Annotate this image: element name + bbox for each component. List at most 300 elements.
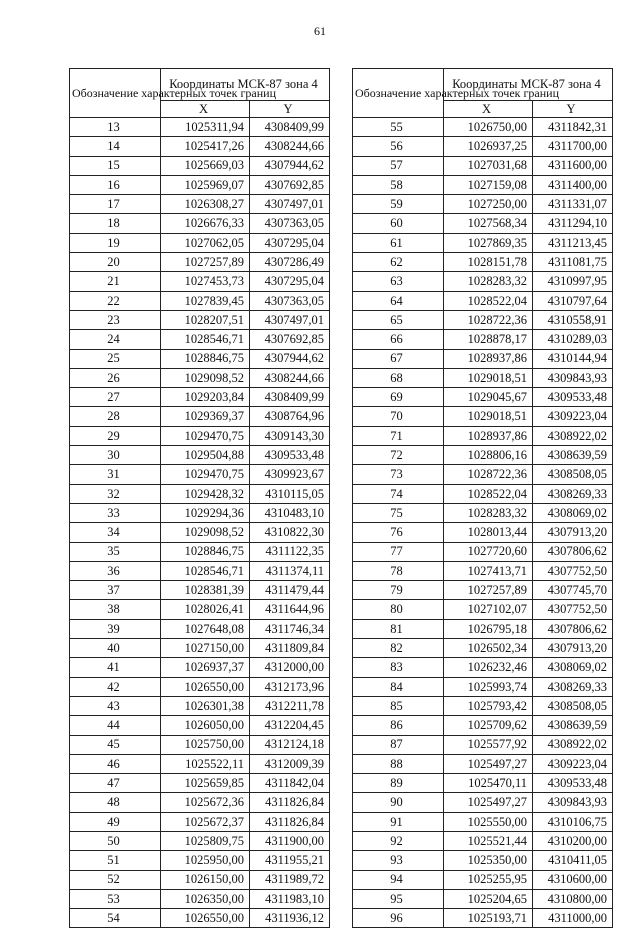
y-coordinate-cell: 4309533,48 [533,774,613,793]
table-row [70,426,330,445]
point-number-cell: 81 [353,619,444,638]
x-column-header: X [161,101,250,118]
y-coordinate-cell: 4310483,10 [250,503,330,522]
table-row [353,754,613,773]
point-number-cell: 50 [70,831,161,850]
table-row [70,214,330,233]
x-coordinate-cell: 1028722,36 [444,465,533,484]
table-row [353,889,613,908]
point-number-cell: 19 [70,233,161,252]
x-coordinate-cell: 1028522,04 [444,484,533,503]
point-number-cell: 71 [353,426,444,445]
y-coordinate-cell: 4307363,05 [250,214,330,233]
y-coordinate-cell: 4307806,62 [533,542,613,561]
point-label-header: Обозначение характерных точек границ [353,69,444,118]
point-number-cell: 63 [353,272,444,291]
y-coordinate-cell: 4311989,72 [250,870,330,889]
point-number-cell: 78 [353,561,444,580]
table-row [353,503,613,522]
table-row [70,484,330,503]
table-row [353,851,613,870]
point-number-cell: 23 [70,310,161,329]
table-row [353,330,613,349]
point-number-cell: 44 [70,716,161,735]
x-coordinate-cell: 1028878,17 [444,330,533,349]
y-coordinate-cell: 4310822,30 [250,523,330,542]
table-row [353,870,613,889]
point-number-cell: 35 [70,542,161,561]
y-coordinate-cell: 4308508,05 [533,696,613,715]
y-coordinate-cell: 4311213,45 [533,233,613,252]
point-number-cell: 90 [353,793,444,812]
coordinates-table-right [352,68,613,928]
point-number-cell: 60 [353,214,444,233]
y-coordinate-cell: 4308244,66 [250,137,330,156]
x-coordinate-cell: 1026150,00 [161,870,250,889]
point-number-cell: 38 [70,600,161,619]
y-coordinate-cell: 4311600,00 [533,156,613,175]
table-row [353,774,613,793]
table-row [70,503,330,522]
x-coordinate-cell: 1028722,36 [444,310,533,329]
y-coordinate-cell: 4311400,00 [533,175,613,194]
table-row [70,272,330,291]
y-coordinate-cell: 4311809,84 [250,639,330,658]
x-coordinate-cell: 1029369,37 [161,407,250,426]
table-row [70,909,330,928]
y-coordinate-cell: 4310558,91 [533,310,613,329]
x-coordinate-cell: 1027031,68 [444,156,533,175]
point-number-cell: 66 [353,330,444,349]
table-row [70,253,330,272]
x-coordinate-cell: 1028026,41 [161,600,250,619]
table-row [70,233,330,252]
y-coordinate-cell: 4307692,85 [250,330,330,349]
y-coordinate-cell: 4310800,00 [533,889,613,908]
y-coordinate-cell: 4309843,93 [533,793,613,812]
x-coordinate-cell: 1027839,45 [161,291,250,310]
point-number-cell: 55 [353,118,444,137]
page-number: 61 [314,24,326,38]
point-number-cell: 91 [353,812,444,831]
point-number-cell: 69 [353,388,444,407]
y-coordinate-cell: 4310411,05 [533,851,613,870]
y-coordinate-cell: 4308069,02 [533,503,613,522]
table-row [353,291,613,310]
x-coordinate-cell: 1029203,84 [161,388,250,407]
y-coordinate-cell: 4311331,07 [533,195,613,214]
y-coordinate-cell: 4310144,94 [533,349,613,368]
table-row [353,561,613,580]
x-coordinate-cell: 1029428,32 [161,484,250,503]
y-coordinate-cell: 4311122,35 [250,542,330,561]
point-number-cell: 74 [353,484,444,503]
point-number-cell: 54 [70,909,161,928]
y-coordinate-cell: 4307745,70 [533,581,613,600]
x-coordinate-cell: 1025497,27 [444,754,533,773]
y-coordinate-cell: 4307286,49 [250,253,330,272]
y-coordinate-cell: 4311955,21 [250,851,330,870]
point-number-cell: 64 [353,291,444,310]
x-coordinate-cell: 1029098,52 [161,523,250,542]
x-coordinate-cell: 1027869,35 [444,233,533,252]
x-coordinate-cell: 1025497,27 [444,793,533,812]
point-number-cell: 86 [353,716,444,735]
point-number-cell: 37 [70,581,161,600]
y-coordinate-cell: 4311081,75 [533,253,613,272]
point-number-cell: 47 [70,774,161,793]
point-number-cell: 67 [353,349,444,368]
y-coordinate-cell: 4307295,04 [250,272,330,291]
table-row [353,465,613,484]
x-coordinate-cell: 1026502,34 [444,639,533,658]
table-row [70,831,330,850]
y-coordinate-cell: 4312009,39 [250,754,330,773]
table-row [353,696,613,715]
y-coordinate-cell: 4309223,04 [533,407,613,426]
point-number-cell: 48 [70,793,161,812]
y-coordinate-cell: 4307497,01 [250,310,330,329]
point-number-cell: 33 [70,503,161,522]
x-coordinate-cell: 1027250,00 [444,195,533,214]
coordinate-system-header: Координаты МСК-87 зона 4 [161,69,330,101]
point-number-cell: 88 [353,754,444,773]
table-row [70,542,330,561]
y-coordinate-cell: 4310106,75 [533,812,613,831]
table-row [353,523,613,542]
table-row [353,831,613,850]
x-coordinate-cell: 1029504,88 [161,446,250,465]
y-coordinate-cell: 4311936,12 [250,909,330,928]
y-coordinate-cell: 4311374,11 [250,561,330,580]
x-coordinate-cell: 1027413,71 [444,561,533,580]
x-coordinate-cell: 1026937,37 [161,658,250,677]
point-number-cell: 22 [70,291,161,310]
x-coordinate-cell: 1025672,36 [161,793,250,812]
table-row [70,581,330,600]
point-number-cell: 89 [353,774,444,793]
y-coordinate-cell: 4311479,44 [250,581,330,600]
point-number-cell: 26 [70,368,161,387]
table-row [353,677,613,696]
table-row [353,253,613,272]
point-number-cell: 61 [353,233,444,252]
point-number-cell: 95 [353,889,444,908]
table-row [353,716,613,735]
x-coordinate-cell: 1028283,32 [444,503,533,522]
x-coordinate-cell: 1026750,00 [444,118,533,137]
table-row [70,639,330,658]
table-row [70,195,330,214]
x-coordinate-cell: 1028013,44 [444,523,533,542]
x-coordinate-cell: 1025350,00 [444,851,533,870]
point-number-cell: 72 [353,446,444,465]
point-number-cell: 62 [353,253,444,272]
table-row [70,368,330,387]
x-coordinate-cell: 1029294,36 [161,503,250,522]
x-coordinate-cell: 1028151,78 [444,253,533,272]
y-coordinate-cell: 4308069,02 [533,658,613,677]
table-row [70,137,330,156]
point-number-cell: 41 [70,658,161,677]
table-row [353,426,613,445]
x-coordinate-cell: 1027257,89 [444,581,533,600]
point-label-header: Обозначение характерных точек границ [70,69,161,118]
point-number-cell: 49 [70,812,161,831]
table-row [353,542,613,561]
point-number-cell: 39 [70,619,161,638]
table-row [353,407,613,426]
table-row [70,677,330,696]
y-coordinate-cell: 4311294,10 [533,214,613,233]
x-coordinate-cell: 1025993,74 [444,677,533,696]
point-number-cell: 57 [353,156,444,175]
table-row [353,600,613,619]
x-coordinate-cell: 1026301,38 [161,696,250,715]
point-number-cell: 30 [70,446,161,465]
point-number-cell: 20 [70,253,161,272]
y-coordinate-cell: 4308508,05 [533,465,613,484]
x-coordinate-cell: 1025255,95 [444,870,533,889]
table-row [70,619,330,638]
y-coordinate-cell: 4312000,00 [250,658,330,677]
y-coordinate-cell: 4308639,59 [533,716,613,735]
point-number-cell: 24 [70,330,161,349]
point-number-cell: 70 [353,407,444,426]
x-coordinate-cell: 1026308,27 [161,195,250,214]
point-number-cell: 92 [353,831,444,850]
y-coordinate-cell: 4310200,00 [533,831,613,850]
x-coordinate-cell: 1026350,00 [161,889,250,908]
table-row [353,118,613,137]
table-row [70,716,330,735]
y-coordinate-cell: 4311842,31 [533,118,613,137]
point-number-cell: 84 [353,677,444,696]
y-coordinate-cell: 4307944,62 [250,156,330,175]
x-coordinate-cell: 1028381,39 [161,581,250,600]
table-row [353,909,613,928]
table-row [70,388,330,407]
y-coordinate-cell: 4307295,04 [250,233,330,252]
x-coordinate-cell: 1029018,51 [444,407,533,426]
point-number-cell: 59 [353,195,444,214]
table-row [70,330,330,349]
x-coordinate-cell: 1028207,51 [161,310,250,329]
x-coordinate-cell: 1028846,75 [161,542,250,561]
point-number-cell: 94 [353,870,444,889]
x-coordinate-cell: 1029470,75 [161,426,250,445]
x-coordinate-cell: 1025417,26 [161,137,250,156]
x-coordinate-cell: 1027257,89 [161,253,250,272]
y-coordinate-cell: 4309843,93 [533,368,613,387]
y-coordinate-cell: 4310797,64 [533,291,613,310]
x-coordinate-cell: 1027720,60 [444,542,533,561]
x-coordinate-cell: 1025204,65 [444,889,533,908]
x-coordinate-cell: 1029470,75 [161,465,250,484]
point-number-cell: 96 [353,909,444,928]
y-coordinate-cell: 4308764,96 [250,407,330,426]
x-coordinate-cell: 1026232,46 [444,658,533,677]
point-number-cell: 56 [353,137,444,156]
x-coordinate-cell: 1028546,71 [161,561,250,580]
x-coordinate-cell: 1025193,71 [444,909,533,928]
y-column-header: Y [250,101,330,118]
table-row [70,561,330,580]
table-row [70,465,330,484]
table-row [353,310,613,329]
point-number-cell: 29 [70,426,161,445]
y-column-header: Y [533,101,613,118]
table-row [70,812,330,831]
x-coordinate-cell: 1025672,37 [161,812,250,831]
point-number-cell: 34 [70,523,161,542]
x-coordinate-cell: 1025750,00 [161,735,250,754]
x-coordinate-cell: 1026676,33 [161,214,250,233]
point-number-cell: 77 [353,542,444,561]
point-number-cell: 76 [353,523,444,542]
point-number-cell: 28 [70,407,161,426]
x-coordinate-cell: 1028937,86 [444,349,533,368]
x-coordinate-cell: 1028846,75 [161,349,250,368]
table-row [70,291,330,310]
table-row [70,754,330,773]
y-coordinate-cell: 4307752,50 [533,600,613,619]
y-coordinate-cell: 4311000,00 [533,909,613,928]
table-row [70,870,330,889]
point-number-cell: 80 [353,600,444,619]
point-number-cell: 40 [70,639,161,658]
point-number-cell: 82 [353,639,444,658]
y-coordinate-cell: 4312204,45 [250,716,330,735]
y-coordinate-cell: 4310600,00 [533,870,613,889]
point-number-cell: 83 [353,658,444,677]
y-coordinate-cell: 4307913,20 [533,523,613,542]
x-coordinate-cell: 1028522,04 [444,291,533,310]
table-row [70,600,330,619]
point-number-cell: 21 [70,272,161,291]
y-coordinate-cell: 4309923,67 [250,465,330,484]
point-number-cell: 68 [353,368,444,387]
point-number-cell: 14 [70,137,161,156]
point-number-cell: 46 [70,754,161,773]
y-coordinate-cell: 4307752,50 [533,561,613,580]
y-coordinate-cell: 4307944,62 [250,349,330,368]
x-coordinate-cell: 1026937,25 [444,137,533,156]
x-coordinate-cell: 1025669,03 [161,156,250,175]
table-row [70,696,330,715]
table-row [353,156,613,175]
x-coordinate-cell: 1028546,71 [161,330,250,349]
y-coordinate-cell: 4308269,33 [533,677,613,696]
point-number-cell: 32 [70,484,161,503]
y-coordinate-cell: 4308639,59 [533,446,613,465]
y-coordinate-cell: 4311983,10 [250,889,330,908]
x-coordinate-cell: 1025793,42 [444,696,533,715]
x-coordinate-cell: 1025522,11 [161,754,250,773]
point-number-cell: 53 [70,889,161,908]
y-coordinate-cell: 4312211,78 [250,696,330,715]
table-row [353,619,613,638]
point-number-cell: 36 [70,561,161,580]
y-coordinate-cell: 4307497,01 [250,195,330,214]
table-row [353,793,613,812]
table-row [70,156,330,175]
y-coordinate-cell: 4311826,84 [250,812,330,831]
x-coordinate-cell: 1025659,85 [161,774,250,793]
point-number-cell: 79 [353,581,444,600]
coordinates-table-left [69,68,330,928]
y-coordinate-cell: 4311700,00 [533,137,613,156]
y-coordinate-cell: 4308244,66 [250,368,330,387]
x-coordinate-cell: 1027453,73 [161,272,250,291]
point-number-cell: 93 [353,851,444,870]
x-coordinate-cell: 1025709,62 [444,716,533,735]
x-coordinate-cell: 1025969,07 [161,175,250,194]
point-number-cell: 31 [70,465,161,484]
y-coordinate-cell: 4312124,18 [250,735,330,754]
x-coordinate-cell: 1026795,18 [444,619,533,638]
point-number-cell: 15 [70,156,161,175]
point-number-cell: 75 [353,503,444,522]
x-coordinate-cell: 1029098,52 [161,368,250,387]
y-coordinate-cell: 4307913,20 [533,639,613,658]
point-number-cell: 87 [353,735,444,754]
y-coordinate-cell: 4309143,30 [250,426,330,445]
x-coordinate-cell: 1028806,16 [444,446,533,465]
y-coordinate-cell: 4309533,48 [533,388,613,407]
table-row [353,658,613,677]
table-row [353,446,613,465]
y-coordinate-cell: 4311644,96 [250,600,330,619]
x-coordinate-cell: 1029045,67 [444,388,533,407]
x-coordinate-cell: 1029018,51 [444,368,533,387]
coordinate-system-header: Координаты МСК-87 зона 4 [444,69,613,101]
point-number-cell: 42 [70,677,161,696]
point-number-cell: 13 [70,118,161,137]
y-coordinate-cell: 4307692,85 [250,175,330,194]
x-coordinate-cell: 1025470,11 [444,774,533,793]
x-coordinate-cell: 1026050,00 [161,716,250,735]
table-row [70,851,330,870]
table-row [70,889,330,908]
x-coordinate-cell: 1027102,07 [444,600,533,619]
x-coordinate-cell: 1027062,05 [161,233,250,252]
x-coordinate-cell: 1027159,08 [444,175,533,194]
table-row [353,388,613,407]
point-number-cell: 43 [70,696,161,715]
point-number-cell: 85 [353,696,444,715]
y-coordinate-cell: 4307363,05 [250,291,330,310]
table-row [353,195,613,214]
x-coordinate-cell: 1025809,75 [161,831,250,850]
x-coordinate-cell: 1028283,32 [444,272,533,291]
y-coordinate-cell: 4309223,04 [533,754,613,773]
table-row [353,368,613,387]
table-row [70,735,330,754]
y-coordinate-cell: 4308922,02 [533,426,613,445]
x-coordinate-cell: 1027150,00 [161,639,250,658]
x-coordinate-cell: 1025577,92 [444,735,533,754]
point-number-cell: 45 [70,735,161,754]
y-coordinate-cell: 4310997,95 [533,272,613,291]
table-row [353,214,613,233]
point-number-cell: 73 [353,465,444,484]
x-coordinate-cell: 1026550,00 [161,909,250,928]
y-coordinate-cell: 4308409,99 [250,118,330,137]
table-row [70,774,330,793]
x-coordinate-cell: 1025311,94 [161,118,250,137]
y-coordinate-cell: 4312173,96 [250,677,330,696]
